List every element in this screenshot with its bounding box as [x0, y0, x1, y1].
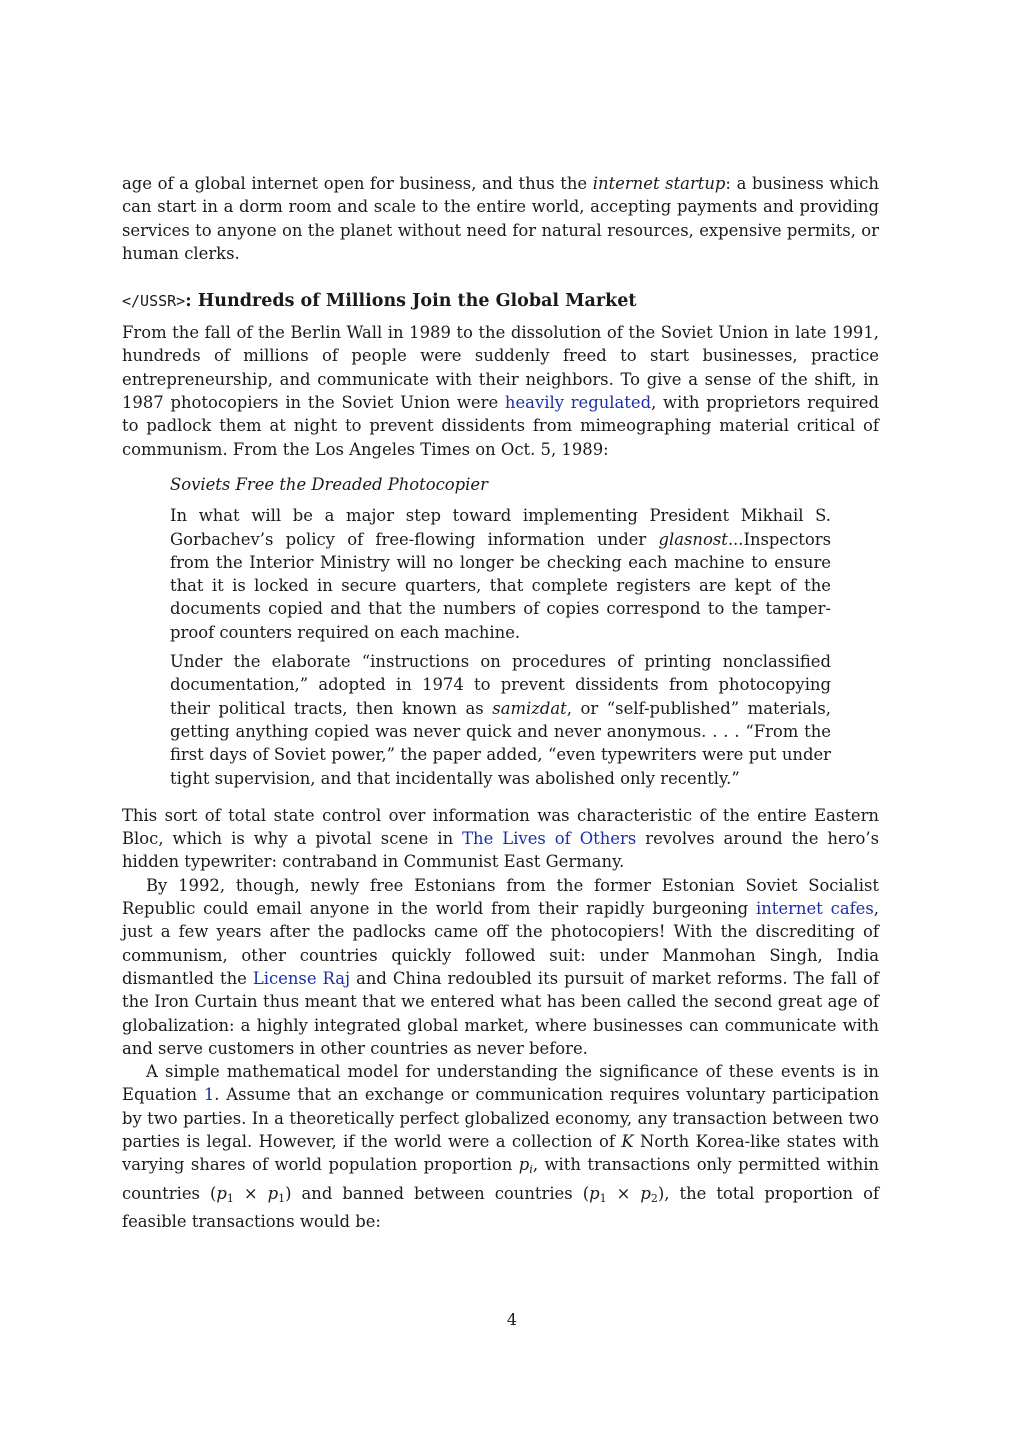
quote-paragraph-2: Under the elaborate “instructions on procedures of printing nonclassified documentation,” adopted in 1974 to prevent dissidents from photocopying their political tracts, then known as samizdat, or “self-published” materials, getting anything copied was never quick and never anonymous. . . . “From the first days of Soviet power,” the paper added, “even typewriters were put under tight supervision, and that incidentally was abolished only recently.” [170, 652, 831, 788]
block-quote [170, 473, 831, 790]
section-tag: </USSR> [122, 292, 186, 311]
quote-title: Soviets Free the Dreaded Photocopier [170, 474, 488, 494]
math-p2b: p [640, 1183, 651, 1203]
link-heavily-regulated[interactable]: heavily regulated [504, 393, 652, 413]
math-p1b: p [267, 1183, 279, 1203]
link-lives-of-others[interactable]: The Lives of Others [462, 829, 637, 849]
math-var-k: K [621, 1131, 634, 1151]
emphasis-internet-startup: internet startup [592, 174, 726, 193]
section-title: : Hundreds of Millions Join the Global Market [185, 291, 637, 312]
link-equation-ref[interactable]: 1 [203, 1085, 215, 1105]
quote-paragraph-1: In what will be a major step toward implementing President Mikhail S. Gorbachev’s policy of free-flowing information under glasnost...Inspectors from the Interior Ministry will no longer be checking each machine to ensure that it is locked in secure quarters, that complete registers are kept of the documents copied and that the numbers of copies correspond to the tamper-proof counters required on each machine. [170, 506, 831, 642]
math-p1a: p [216, 1183, 227, 1203]
math-var-p: p [518, 1155, 530, 1175]
page-number: 4 [506, 1310, 518, 1329]
section-heading [122, 289, 879, 313]
math-p2a: p [589, 1183, 600, 1203]
emphasis-samizdat: samizdat [492, 698, 567, 718]
paragraph-math-model: A simple mathematical model for understanding the significance of these events is in Equation 1. Assume that an exchange or communication requires voluntary participation by two parties. In a theoretically perfect globalized economy, any transaction between two parties is legal. However, if the world were a collection of K North Korea-like states with varying shares of world population proportion $p_i$, with transactions only permitted within countries $(p_1 \times p_1)$ and banned between countries $(p_1 \times p_2)$, the total proportion of feasible transactions would be: [122, 1062, 880, 1231]
page-body [122, 172, 879, 1233]
link-license-raj[interactable]: License Raj [252, 968, 351, 988]
intro-paragraph: age of a global internet open for business, and thus the internet startup: a business which can start in a dorm room and scale to the entire world, accepting payments and providing services to anyone on the planet without need for natural resources, expensive permits, or human clerks. [122, 174, 879, 263]
paragraph-estonia: By 1992, though, newly free Estonians from the former Estonian Soviet Socialist Republic could email anyone in the world from their rapidly burgeoning internet cafes, just a few years after the padlocks came off the photocopiers! With the discrediting of communism, other countries quickly followed suit: under Manmohan Singh, India dismantled the License Raj and China redoubled its pursuit of market reforms. The fall of the Iron Curtain thus meant that we entered what has been called the second great age of globalization: a highly integrated global market, where businesses can communicate with and serve customers in other countries as never before. [122, 875, 879, 1058]
emphasis-glasnost: glasnost [658, 529, 728, 549]
paragraph-berlin-wall: From the fall of the Berlin Wall in 1989 to the dissolution of the Soviet Union in late 1991, hundreds of millions of people were suddenly freed to start businesses, practice entrepreneurship, and communicate with their neighbors. To give a sense of the shift, in 1987 photocopiers in the Soviet Union were heavily regulated, with proprietors required to padlock them at night to prevent dissidents from mimeographing material critical of communism. From the Los Angeles Times on Oct. 5, 1989: [122, 323, 879, 459]
math-sub-i: i [529, 1163, 533, 1177]
link-internet-cafes[interactable]: internet cafes [756, 899, 874, 919]
paragraph-state-control: This sort of total state control over information was characteristic of the entire Eastern Bloc, which is why a pivotal scene in The Lives of Others revolves around the hero’s hidden typewriter: contraband in Communist East Germany. [122, 805, 879, 872]
